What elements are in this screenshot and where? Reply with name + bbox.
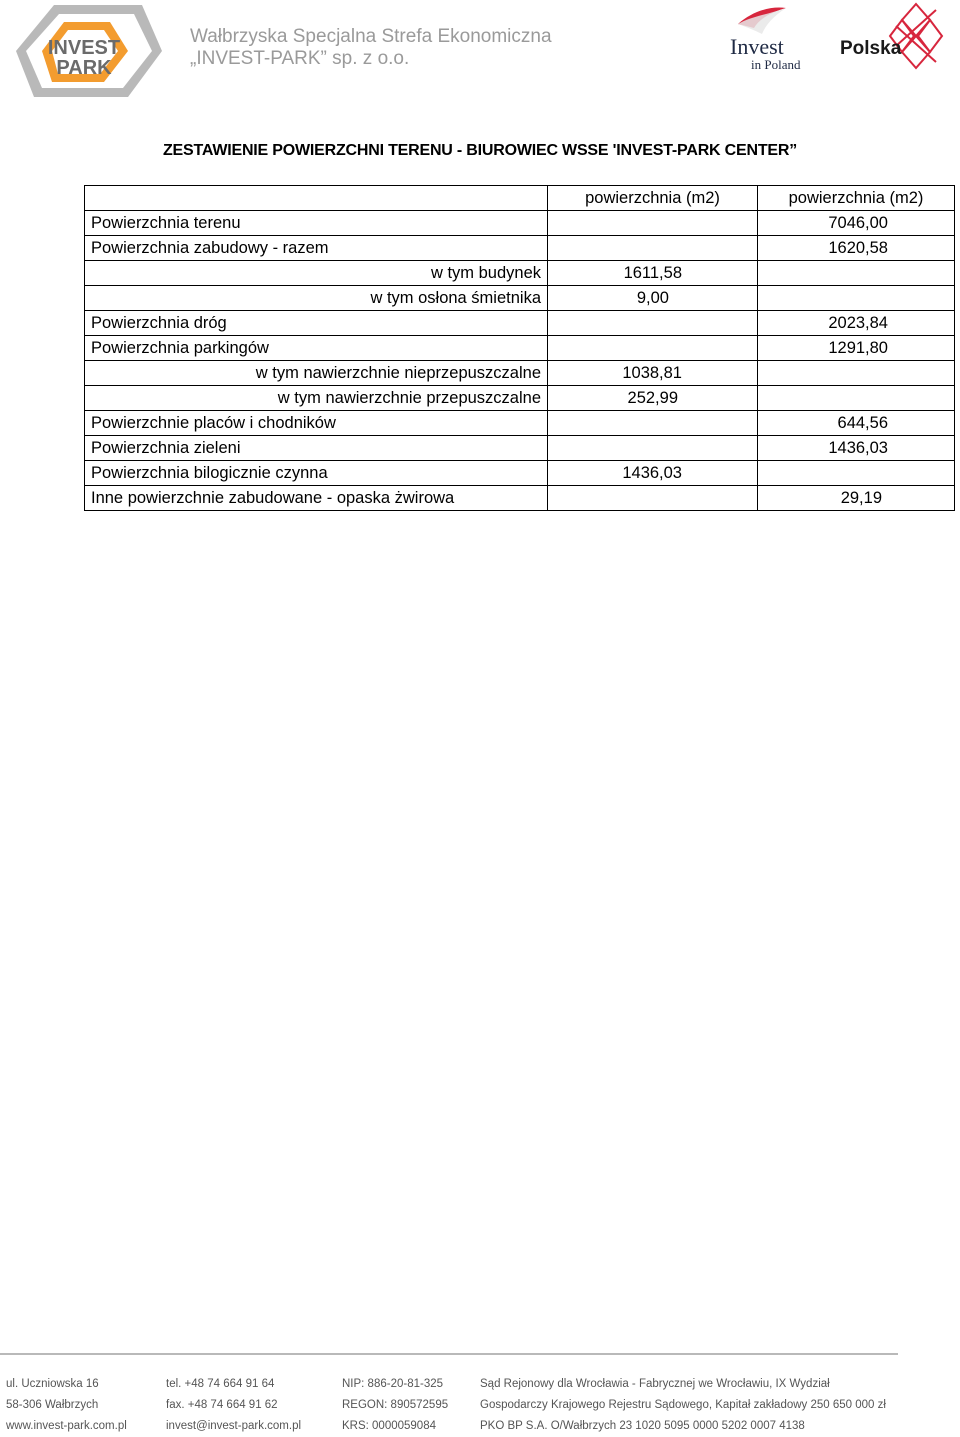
iip-line1: Invest	[730, 34, 784, 59]
invest-in-poland-logo	[724, 4, 810, 74]
row-value-col2: 9,00	[548, 286, 758, 311]
row-value-col3: 1620,58	[758, 236, 955, 261]
footer-contact	[166, 1374, 301, 1437]
table-row	[85, 211, 955, 236]
footer-krs: KRS: 0000059084	[342, 1420, 436, 1432]
row-label: Powierzchnia bilogicznie czynna	[85, 461, 548, 486]
row-value-col2	[548, 336, 758, 361]
table-row	[85, 411, 955, 436]
row-value-col2: 252,99	[548, 386, 758, 411]
footer-fax: fax. +48 74 664 91 62	[166, 1399, 278, 1411]
footer-court-line2: Gospodarczy Krajowego Rejestru Sądowego, Kapitał zakładowy 250 650 000 zł	[480, 1399, 886, 1411]
row-value-col3	[758, 261, 955, 286]
row-value-col2	[548, 436, 758, 461]
row-value-col3: 1436,03	[758, 436, 955, 461]
row-value-col3: 7046,00	[758, 211, 955, 236]
header-col2: powierzchnia (m2)	[548, 186, 758, 211]
footer-nip: NIP: 886-20-81-325	[342, 1378, 444, 1390]
row-label: w tym nawierzchnie nieprzepuszczalne	[85, 361, 548, 386]
iip-line2: in Poland	[751, 57, 801, 72]
row-value-col2	[548, 211, 758, 236]
row-value-col2: 1436,03	[548, 461, 758, 486]
row-value-col3	[758, 286, 955, 311]
row-label: Powierzchnia parkingów	[85, 336, 548, 361]
row-label: Powierzchnia dróg	[85, 311, 548, 336]
footer-bank: PKO BP S.A. O/Wałbrzych 23 1020 5095 0000 5202 0007 4138	[480, 1420, 805, 1432]
document-title: ZESTAWIENIE POWIERZCHNI TERENU - BIUROWIEC WSSE 'INVEST-PARK CENTER”	[162, 142, 798, 159]
row-value-col2	[548, 311, 758, 336]
table-row	[85, 286, 955, 311]
polska-wordmark: Polska	[840, 38, 902, 59]
row-label: w tym budynek	[85, 261, 548, 286]
footer-court	[480, 1374, 886, 1437]
header-col3: powierzchnia (m2)	[758, 186, 955, 211]
table-row	[85, 436, 955, 461]
footer-registry	[342, 1374, 448, 1437]
table-row	[85, 361, 955, 386]
row-value-col2: 1611,58	[548, 261, 758, 286]
logo-line1: INVEST	[47, 37, 121, 59]
company-line2: „INVEST-PARK” sp. z o.o.	[190, 48, 410, 69]
table-row	[85, 236, 955, 261]
table-row	[85, 386, 955, 411]
row-value-col3	[758, 361, 955, 386]
footer-city: 58-306 Wałbrzych	[6, 1399, 99, 1411]
table-row	[85, 311, 955, 336]
row-value-col2	[548, 411, 758, 436]
row-label: Powierzchnia zabudowy - razem	[85, 236, 548, 261]
company-name	[190, 26, 552, 70]
row-value-col2	[548, 236, 758, 261]
company-line1: Wałbrzyska Specjalna Strefa Ekonomiczna	[190, 26, 552, 47]
row-label: Powierzchnie placów i chodników	[85, 411, 548, 436]
row-value-col3: 644,56	[758, 411, 955, 436]
row-value-col3: 2023,84	[758, 311, 955, 336]
table-row	[85, 486, 955, 511]
footer-phone: tel. +48 74 664 91 64	[166, 1378, 275, 1390]
row-label: Powierzchnia zieleni	[85, 436, 548, 461]
row-value-col3	[758, 386, 955, 411]
logo-line2: PARK	[56, 57, 112, 79]
footer-divider	[0, 1353, 898, 1355]
row-label: Powierzchnia terenu	[85, 211, 548, 236]
table-row	[85, 336, 955, 361]
row-label: Inne powierzchnie zabudowane - opaska żwirowa	[85, 486, 548, 511]
footer-email-link[interactable]: invest@invest-park.com.pl	[166, 1420, 302, 1432]
invest-park-logo	[2, 2, 164, 100]
row-value-col3	[758, 461, 955, 486]
row-label: w tym osłona śmietnika	[85, 286, 548, 311]
footer-website-link[interactable]: www.invest-park.com.pl	[6, 1420, 127, 1432]
header-col1	[85, 186, 548, 211]
row-label: w tym nawierzchnie przepuszczalne	[85, 386, 548, 411]
table-row	[85, 461, 955, 486]
table-row	[85, 261, 955, 286]
area-table	[84, 185, 955, 511]
row-value-col2	[548, 486, 758, 511]
letterhead	[0, 0, 960, 110]
polska-logo	[838, 2, 946, 74]
footer-court-line1: Sąd Rejonowy dla Wrocławia - Fabrycznej we Wrocławiu, IX Wydział	[480, 1378, 830, 1390]
row-value-col2: 1038,81	[548, 361, 758, 386]
footer-street: ul. Uczniowska 16	[6, 1378, 99, 1390]
footer-regon: REGON: 890572595	[342, 1399, 449, 1411]
table-header-row	[85, 186, 955, 211]
row-value-col3: 29,19	[758, 486, 955, 511]
row-value-col3: 1291,80	[758, 336, 955, 361]
footer-address	[6, 1374, 127, 1437]
